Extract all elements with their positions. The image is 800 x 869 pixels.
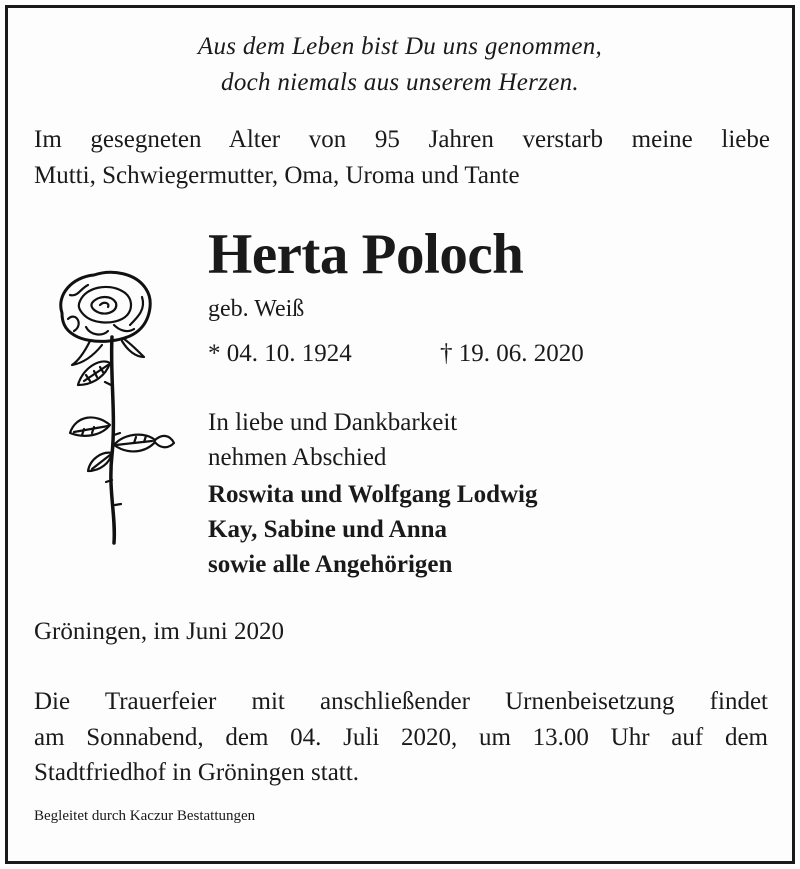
mourner-line-1: Roswita und Wolfgang Lodwig [208,481,538,508]
intro-line-1 [34,124,770,155]
deceased-name: Herta Poloch [208,223,524,286]
mourner-line-3: sowie alle Angehörigen [208,551,453,578]
motto-line-1: Aus dem Leben bist Du uns genommen, [197,33,603,60]
ceremony-line-1: Die Trauerfeier mit anschließender Urnenbeisetzung findet [34,688,768,715]
rose-icon [50,265,175,550]
birth-date: * 04. 10. 1924 [208,340,352,367]
birth-name: geb. Weiß [208,296,305,322]
ceremony-line-3: Stadtfriedhof in Gröningen statt. [34,759,359,786]
farewell-line-1: In liebe und Dankbarkeit [208,409,458,436]
death-date: † 19. 06. 2020 [440,340,584,367]
intro-line-2: Mutti, Schwiegermutter, Oma, Uroma und Tante [34,162,520,189]
undertaker-note: Begleitet durch Kaczur Bestattungen [34,808,256,824]
mourner-line-2: Kay, Sabine und Anna [208,516,448,543]
farewell-line-2: nehmen Abschied [208,444,387,471]
place-date: Gröningen, im Juni 2020 [34,618,284,645]
motto-line-2: doch niemals aus unserem Herzen. [221,69,579,96]
intro-text-1: Im gesegneten Alter von 95 Jahren verstarb meine liebe [34,126,770,153]
ceremony-line-2: am Sonnabend, dem 04. Juli 2020, um 13.00 Uhr auf dem [34,724,768,751]
